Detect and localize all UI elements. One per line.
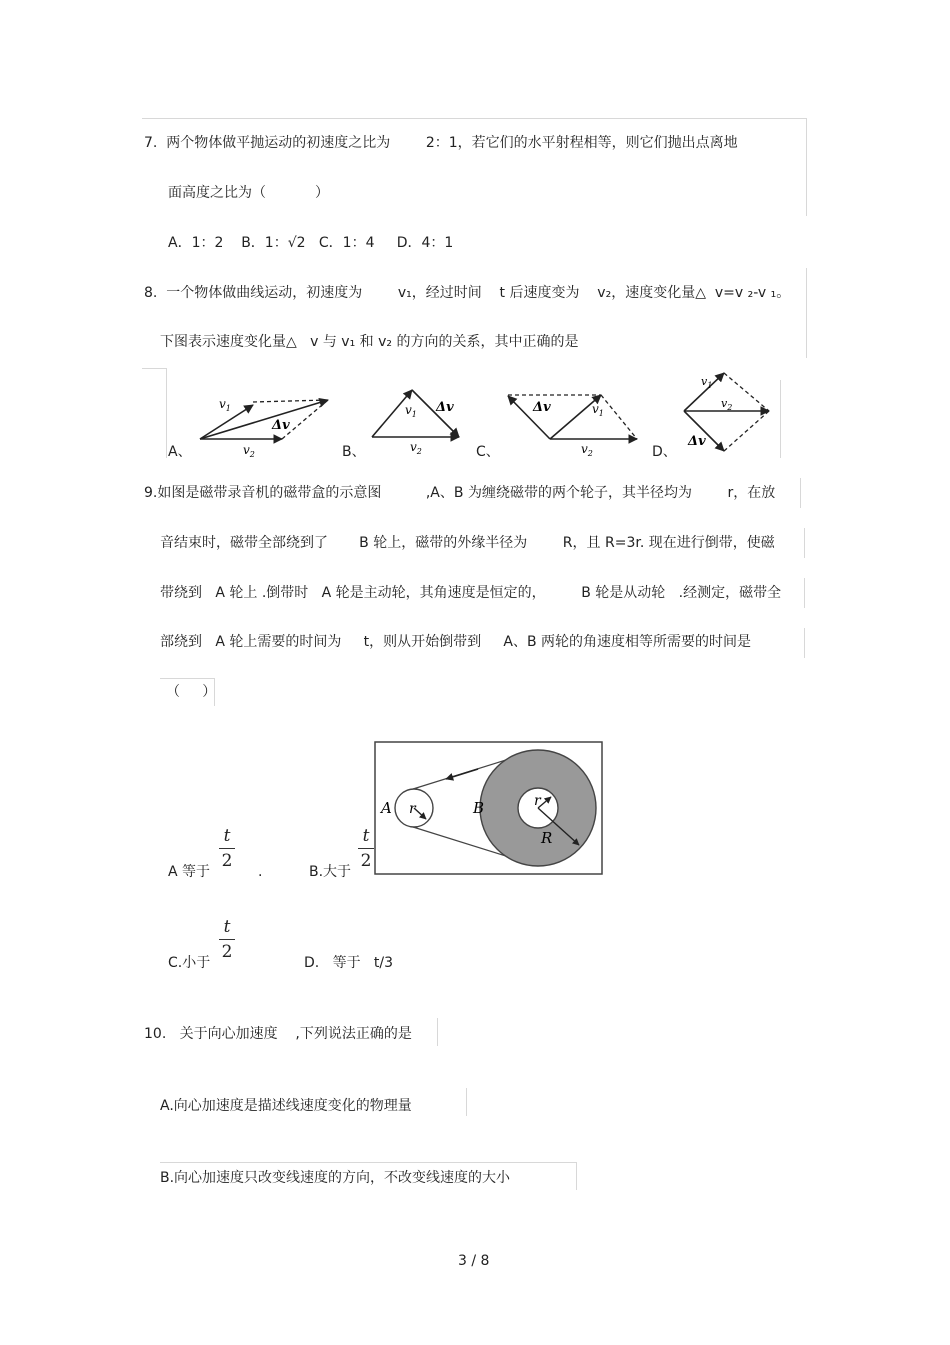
q9-option-c: C.小于 [168,955,211,971]
border-line [160,1162,576,1163]
svg-text:A: A [381,799,392,817]
q8-vector-diagrams [0,365,950,465]
svg-text:Δv: Δv [272,418,290,433]
border-line [466,1088,467,1116]
svg-text:v1: $v_1$ [592,402,604,418]
q7-options: A．1：2 B．1：√2 C．1：4 D．4：1 [168,235,454,251]
svg-text:R: R [541,829,553,847]
svg-text:v1: $v_1$ [219,397,231,413]
border-line [806,118,807,216]
svg-text:v1: $v_1$ [405,403,417,419]
q8-label-c: C、 [476,444,500,460]
svg-text:r: r [534,793,541,809]
q9-fraction-b: t 2 [358,826,374,871]
q10-option-a: A.向心加速度是描述线速度变化的物理量 [160,1098,412,1114]
svg-text:v2: $v_2$ [410,440,422,456]
q9-fraction-c: t 2 [219,917,235,962]
diagram-b [372,390,459,456]
border-line [437,1018,438,1046]
border-line [806,268,807,358]
svg-text:v2: $v_2$ [721,397,733,412]
q7-line2: 面高度之比为（ ） [168,185,329,201]
svg-text:r: r [409,801,416,817]
q10-line1: 10. 关于向心加速度 ,下列说法正确的是 [144,1026,412,1042]
border-line [800,478,801,508]
diagram-a [200,397,328,459]
q8-line1: 8. 一个物体做曲线运动，初速度为 v₁，经过时间 t 后速度变为 v₂，速度变化量△ v=v ₂-v ₁。 [144,285,791,301]
q9-line4: 部绕到 A 轮上需要的时间为 t，则从开始倒带到 A、B 两轮的角速度相等所需要的时间是 [160,634,751,650]
border-line [160,678,215,679]
diagram-d [684,373,769,451]
border-line [576,1162,577,1190]
q9-option-a-dot: . [258,864,263,880]
q8-label-a: A、 [168,444,192,460]
q10-option-b: B.向心加速度只改变线速度的方向，不改变线速度的大小 [160,1170,511,1186]
border-line [804,578,805,608]
diagram-c [508,395,637,458]
q9-line5: （ ） [166,684,217,700]
q9-line3: 带绕到 A 轮上 .倒带时 A 轮是主动轮，其角速度是恒定的， B 轮是从动轮 .经测定，磁带全 [160,585,782,601]
svg-text:v2: $v_2$ [243,443,255,459]
q8-line2: 下图表示速度变化量△ v 与 v₁ 和 v₂ 的方向的关系，其中正确的是 [160,334,579,350]
q7-line1: 7. 两个物体做平抛运动的初速度之比为 2：1，若它们的水平射程相等，则它们抛出点离地 [144,135,738,151]
svg-text:v1: $v_1$ [701,375,713,390]
q8-label-d: D、 [652,444,677,460]
svg-text:Δv: Δv [688,434,706,449]
q9-option-d: D. 等于 t/3 [304,955,394,971]
border-line [804,528,805,558]
svg-text:B: B [473,799,485,817]
q9-option-b: B.大于 [309,864,352,880]
svg-text:Δv: Δv [436,400,454,415]
svg-text:v2: $v_2$ [581,442,593,458]
page-number: 3 / 8 [458,1253,490,1269]
q9-option-a: A 等于 [168,864,211,880]
svg-text:Δv: Δv [533,400,551,415]
tape-cassette-figure [374,741,606,875]
border-line [142,118,807,119]
q9-line2: 音结束时，磁带全部绕到了 B 轮上，磁带的外缘半径为 R，且 R=3r. 现在进行倒带，使磁 [160,535,775,551]
q8-label-b: B、 [342,444,366,460]
border-line [804,628,805,658]
q9-fraction-a: t 2 [219,826,235,871]
q9-line1: 9.如图是磁带录音机的磁带盒的示意图 ,A、B 为缠绕磁带的两个轮子，其半径均为 r，在放 [144,485,776,501]
